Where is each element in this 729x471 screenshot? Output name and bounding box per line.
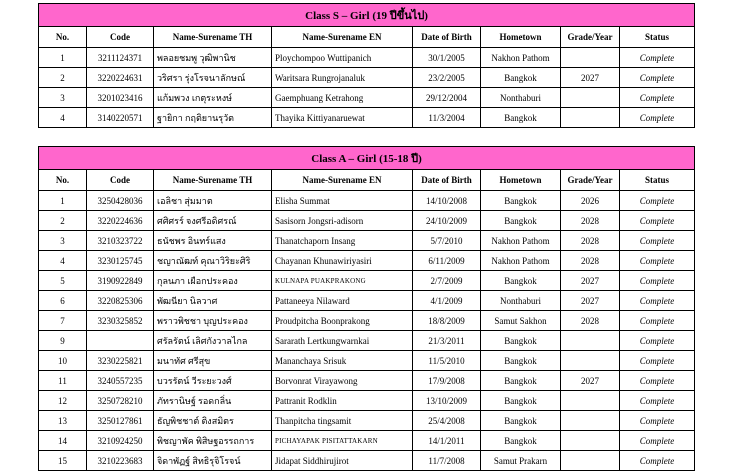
cell-grade-year — [561, 431, 620, 451]
class-a-body — [39, 147, 695, 471]
cell-status: Complete — [620, 251, 695, 271]
cell-name-en: Pattaneeya Nilaward — [272, 291, 413, 311]
cell-name-th: ภัทรานิษฐ์ รอดกลิ่น — [154, 391, 272, 411]
cell-code: 3230325852 — [87, 311, 154, 331]
cell-name-th: ศศิศรร์ จงศรีอดิศรณ์ — [154, 211, 272, 231]
cell-date-of-birth: 5/7/2010 — [413, 231, 481, 251]
cell-status: Complete — [620, 331, 695, 351]
cell-code: 3211124371 — [87, 48, 154, 68]
cell-date-of-birth: 17/9/2008 — [413, 371, 481, 391]
cell-date-of-birth: 25/4/2008 — [413, 411, 481, 431]
cell-name-en: Ploychompoo Wuttipanich — [272, 48, 413, 68]
cell-grade-year — [561, 48, 620, 68]
cell-name-th: ธนัชพร อินทร์แสง — [154, 231, 272, 251]
cell-date-of-birth: 2/7/2009 — [413, 271, 481, 291]
cell-name-en: PICHAYAPAK PISITATTAKARN — [272, 431, 413, 451]
cell-grade-year — [561, 391, 620, 411]
cell-date-of-birth: 11/3/2004 — [413, 108, 481, 128]
class-s-table — [38, 3, 695, 128]
cell-code: 3220224636 — [87, 211, 154, 231]
cell-grade-year: 2026 — [561, 191, 620, 211]
cell-date-of-birth: 6/11/2009 — [413, 251, 481, 271]
column-header: Name-Surename TH — [154, 170, 272, 191]
cell-name-en: KULNAPA PUAKPRAKONG — [272, 271, 413, 291]
cell-hometown: Samut Prakarn — [481, 451, 561, 471]
cell-grade-year — [561, 331, 620, 351]
column-header: Name-Surename TH — [154, 27, 272, 48]
cell-code: 3250428036 — [87, 191, 154, 211]
column-header: Name-Surename EN — [272, 170, 413, 191]
cell-date-of-birth: 18/8/2009 — [413, 311, 481, 331]
cell-name-en: Borvonrat Virayawong — [272, 371, 413, 391]
cell-grade-year: 2028 — [561, 311, 620, 331]
cell-code: 3230125745 — [87, 251, 154, 271]
cell-date-of-birth: 14/10/2008 — [413, 191, 481, 211]
cell-hometown: Bangkok — [481, 108, 561, 128]
cell-date-of-birth: 14/1/2011 — [413, 431, 481, 451]
cell-name-en: Gaemphuang Ketrahong — [272, 88, 413, 108]
cell-name-en: Mananchaya Srisuk — [272, 351, 413, 371]
column-header: Code — [87, 27, 154, 48]
cell-status: Complete — [620, 211, 695, 231]
column-header: Date of Birth — [413, 170, 481, 191]
class-s-title: Class S – Girl (19 ปีขึ้นไป) — [39, 4, 695, 27]
class-a-title: Class A – Girl (15-18 ปี) — [39, 147, 695, 170]
cell-grade-year — [561, 108, 620, 128]
cell-hometown: Nonthaburi — [481, 88, 561, 108]
table-row — [39, 251, 695, 271]
cell-name-en: Pattranit Rodklin — [272, 391, 413, 411]
column-header: Grade/Year — [561, 27, 620, 48]
cell-hometown: Bangkok — [481, 68, 561, 88]
cell-status: Complete — [620, 371, 695, 391]
table-row — [39, 431, 695, 451]
table-row — [39, 48, 695, 68]
cell-hometown: Bangkok — [481, 211, 561, 231]
cell-status: Complete — [620, 191, 695, 211]
cell-status: Complete — [620, 351, 695, 371]
table-row — [39, 311, 695, 331]
cell-code: 3220224631 — [87, 68, 154, 88]
cell-grade-year — [561, 451, 620, 471]
cell-name-en: Thayika Kittiyanaruewat — [272, 108, 413, 128]
cell-name-th: พิชญาพัค พิสิษฐอรรถการ — [154, 431, 272, 451]
cell-name-en: Jidapat Siddhirujirot — [272, 451, 413, 471]
cell-status: Complete — [620, 451, 695, 471]
column-header: Hometown — [481, 27, 561, 48]
cell-no: 4 — [39, 251, 87, 271]
cell-name-th: กุลนภา เผือกประคอง — [154, 271, 272, 291]
cell-name-th: วริศรา รุ่งโรจนาลักษณ์ — [154, 68, 272, 88]
cell-no: 9 — [39, 331, 87, 351]
cell-no: 12 — [39, 391, 87, 411]
cell-code: 3250127861 — [87, 411, 154, 431]
cell-hometown: Nakhon Pathom — [481, 231, 561, 251]
cell-date-of-birth: 11/5/2010 — [413, 351, 481, 371]
cell-date-of-birth: 29/12/2004 — [413, 88, 481, 108]
table-row — [39, 391, 695, 411]
cell-grade-year: 2027 — [561, 371, 620, 391]
cell-no: 7 — [39, 311, 87, 331]
cell-name-en: Chayanan Khunawiriyasiri — [272, 251, 413, 271]
cell-status: Complete — [620, 231, 695, 251]
cell-code: 3140220571 — [87, 108, 154, 128]
cell-name-th: บวรรัตน์ วีระยะวงศ์ — [154, 371, 272, 391]
column-header-row — [39, 27, 695, 48]
cell-name-th: ฐายิกา กฤติยานรุวัต — [154, 108, 272, 128]
cell-date-of-birth: 11/7/2008 — [413, 451, 481, 471]
cell-status: Complete — [620, 431, 695, 451]
table-row — [39, 331, 695, 351]
cell-hometown: Bangkok — [481, 191, 561, 211]
cell-name-th: เอลิชา สุ่มมาต — [154, 191, 272, 211]
cell-hometown: Nakhon Pathom — [481, 48, 561, 68]
cell-grade-year — [561, 88, 620, 108]
cell-grade-year — [561, 411, 620, 431]
cell-hometown: Nakhon Pathom — [481, 251, 561, 271]
cell-status: Complete — [620, 108, 695, 128]
cell-name-th: จิดาพัฏฐ์ สิทธิรุจิโรจน์ — [154, 451, 272, 471]
table-row — [39, 191, 695, 211]
cell-no: 6 — [39, 291, 87, 311]
cell-date-of-birth: 23/2/2005 — [413, 68, 481, 88]
cell-hometown: Samut Sakhon — [481, 311, 561, 331]
cell-code — [87, 331, 154, 351]
cell-hometown: Nonthaburi — [481, 291, 561, 311]
cell-no: 3 — [39, 231, 87, 251]
cell-name-th: ศรัลรัตน์ เลิศกังวาลไกล — [154, 331, 272, 351]
cell-status: Complete — [620, 291, 695, 311]
cell-name-th: ชญาณัฒท์ คุณาวิริยะศิริ — [154, 251, 272, 271]
cell-status: Complete — [620, 48, 695, 68]
cell-status: Complete — [620, 68, 695, 88]
table-row — [39, 291, 695, 311]
cell-no: 15 — [39, 451, 87, 471]
cell-hometown: Bangkok — [481, 431, 561, 451]
cell-no: 4 — [39, 108, 87, 128]
cell-name-th: พัฒนียา นิลวาศ — [154, 291, 272, 311]
cell-name-th: มนาทัศ ศรีสุข — [154, 351, 272, 371]
cell-code: 3210924250 — [87, 431, 154, 451]
cell-no: 5 — [39, 271, 87, 291]
cell-code: 3210223683 — [87, 451, 154, 471]
table-row — [39, 351, 695, 371]
table-row — [39, 411, 695, 431]
column-header: No. — [39, 170, 87, 191]
cell-hometown: Bangkok — [481, 351, 561, 371]
cell-no: 14 — [39, 431, 87, 451]
table-row — [39, 68, 695, 88]
cell-status: Complete — [620, 411, 695, 431]
cell-hometown: Bangkok — [481, 271, 561, 291]
cell-name-th: พลอยชมพู วุฒิพานิช — [154, 48, 272, 68]
cell-no: 1 — [39, 48, 87, 68]
cell-name-en: Thanatchaporn Insang — [272, 231, 413, 251]
column-header: Hometown — [481, 170, 561, 191]
column-header-row — [39, 170, 695, 191]
column-header: Status — [620, 170, 695, 191]
table-row — [39, 451, 695, 471]
cell-no: 3 — [39, 88, 87, 108]
cell-hometown: Bangkok — [481, 331, 561, 351]
cell-date-of-birth: 30/1/2005 — [413, 48, 481, 68]
column-header: Code — [87, 170, 154, 191]
class-a-table — [38, 146, 695, 471]
cell-hometown: Bangkok — [481, 391, 561, 411]
cell-status: Complete — [620, 271, 695, 291]
cell-name-en: Sararath Lertkungwarnkai — [272, 331, 413, 351]
cell-code: 3190922849 — [87, 271, 154, 291]
cell-no: 2 — [39, 68, 87, 88]
column-header: Grade/Year — [561, 170, 620, 191]
cell-no: 13 — [39, 411, 87, 431]
cell-hometown: Bangkok — [481, 411, 561, 431]
column-header: Name-Surename EN — [272, 27, 413, 48]
class-s-body — [39, 4, 695, 128]
cell-date-of-birth: 13/10/2009 — [413, 391, 481, 411]
cell-code: 3250728210 — [87, 391, 154, 411]
cell-grade-year — [561, 351, 620, 371]
cell-date-of-birth: 4/1/2009 — [413, 291, 481, 311]
cell-date-of-birth: 21/3/2011 — [413, 331, 481, 351]
cell-no: 10 — [39, 351, 87, 371]
cell-grade-year: 2027 — [561, 271, 620, 291]
table-row — [39, 231, 695, 251]
cell-status: Complete — [620, 391, 695, 411]
table-row — [39, 88, 695, 108]
table-row — [39, 211, 695, 231]
cell-name-th: พราวพิชชา บุญประคอง — [154, 311, 272, 331]
cell-code: 3230225821 — [87, 351, 154, 371]
cell-name-th: ธัญพิชชาต์ ติงสมิตร — [154, 411, 272, 431]
cell-code: 3240557235 — [87, 371, 154, 391]
cell-name-en: Thanpitcha tingsamit — [272, 411, 413, 431]
cell-no: 11 — [39, 371, 87, 391]
cell-code: 3201023416 — [87, 88, 154, 108]
cell-no: 1 — [39, 191, 87, 211]
cell-status: Complete — [620, 88, 695, 108]
column-header: No. — [39, 27, 87, 48]
cell-status: Complete — [620, 311, 695, 331]
cell-hometown: Bangkok — [481, 371, 561, 391]
cell-code: 3220825306 — [87, 291, 154, 311]
column-header: Date of Birth — [413, 27, 481, 48]
cell-grade-year: 2027 — [561, 291, 620, 311]
cell-name-en: Waritsara Rungrojanaluk — [272, 68, 413, 88]
table-row — [39, 108, 695, 128]
cell-name-en: Elisha Summat — [272, 191, 413, 211]
cell-name-en: Proudpitcha Boonprakong — [272, 311, 413, 331]
cell-no: 2 — [39, 211, 87, 231]
table-row — [39, 271, 695, 291]
cell-name-th: แก้มพวง เกตุระหงษ์ — [154, 88, 272, 108]
cell-date-of-birth: 24/10/2009 — [413, 211, 481, 231]
cell-code: 3210323722 — [87, 231, 154, 251]
cell-grade-year: 2027 — [561, 68, 620, 88]
column-header: Status — [620, 27, 695, 48]
cell-grade-year: 2028 — [561, 231, 620, 251]
cell-grade-year: 2028 — [561, 251, 620, 271]
cell-name-en: Sasisorn Jongsri-adisorn — [272, 211, 413, 231]
table-row — [39, 371, 695, 391]
cell-grade-year: 2028 — [561, 211, 620, 231]
